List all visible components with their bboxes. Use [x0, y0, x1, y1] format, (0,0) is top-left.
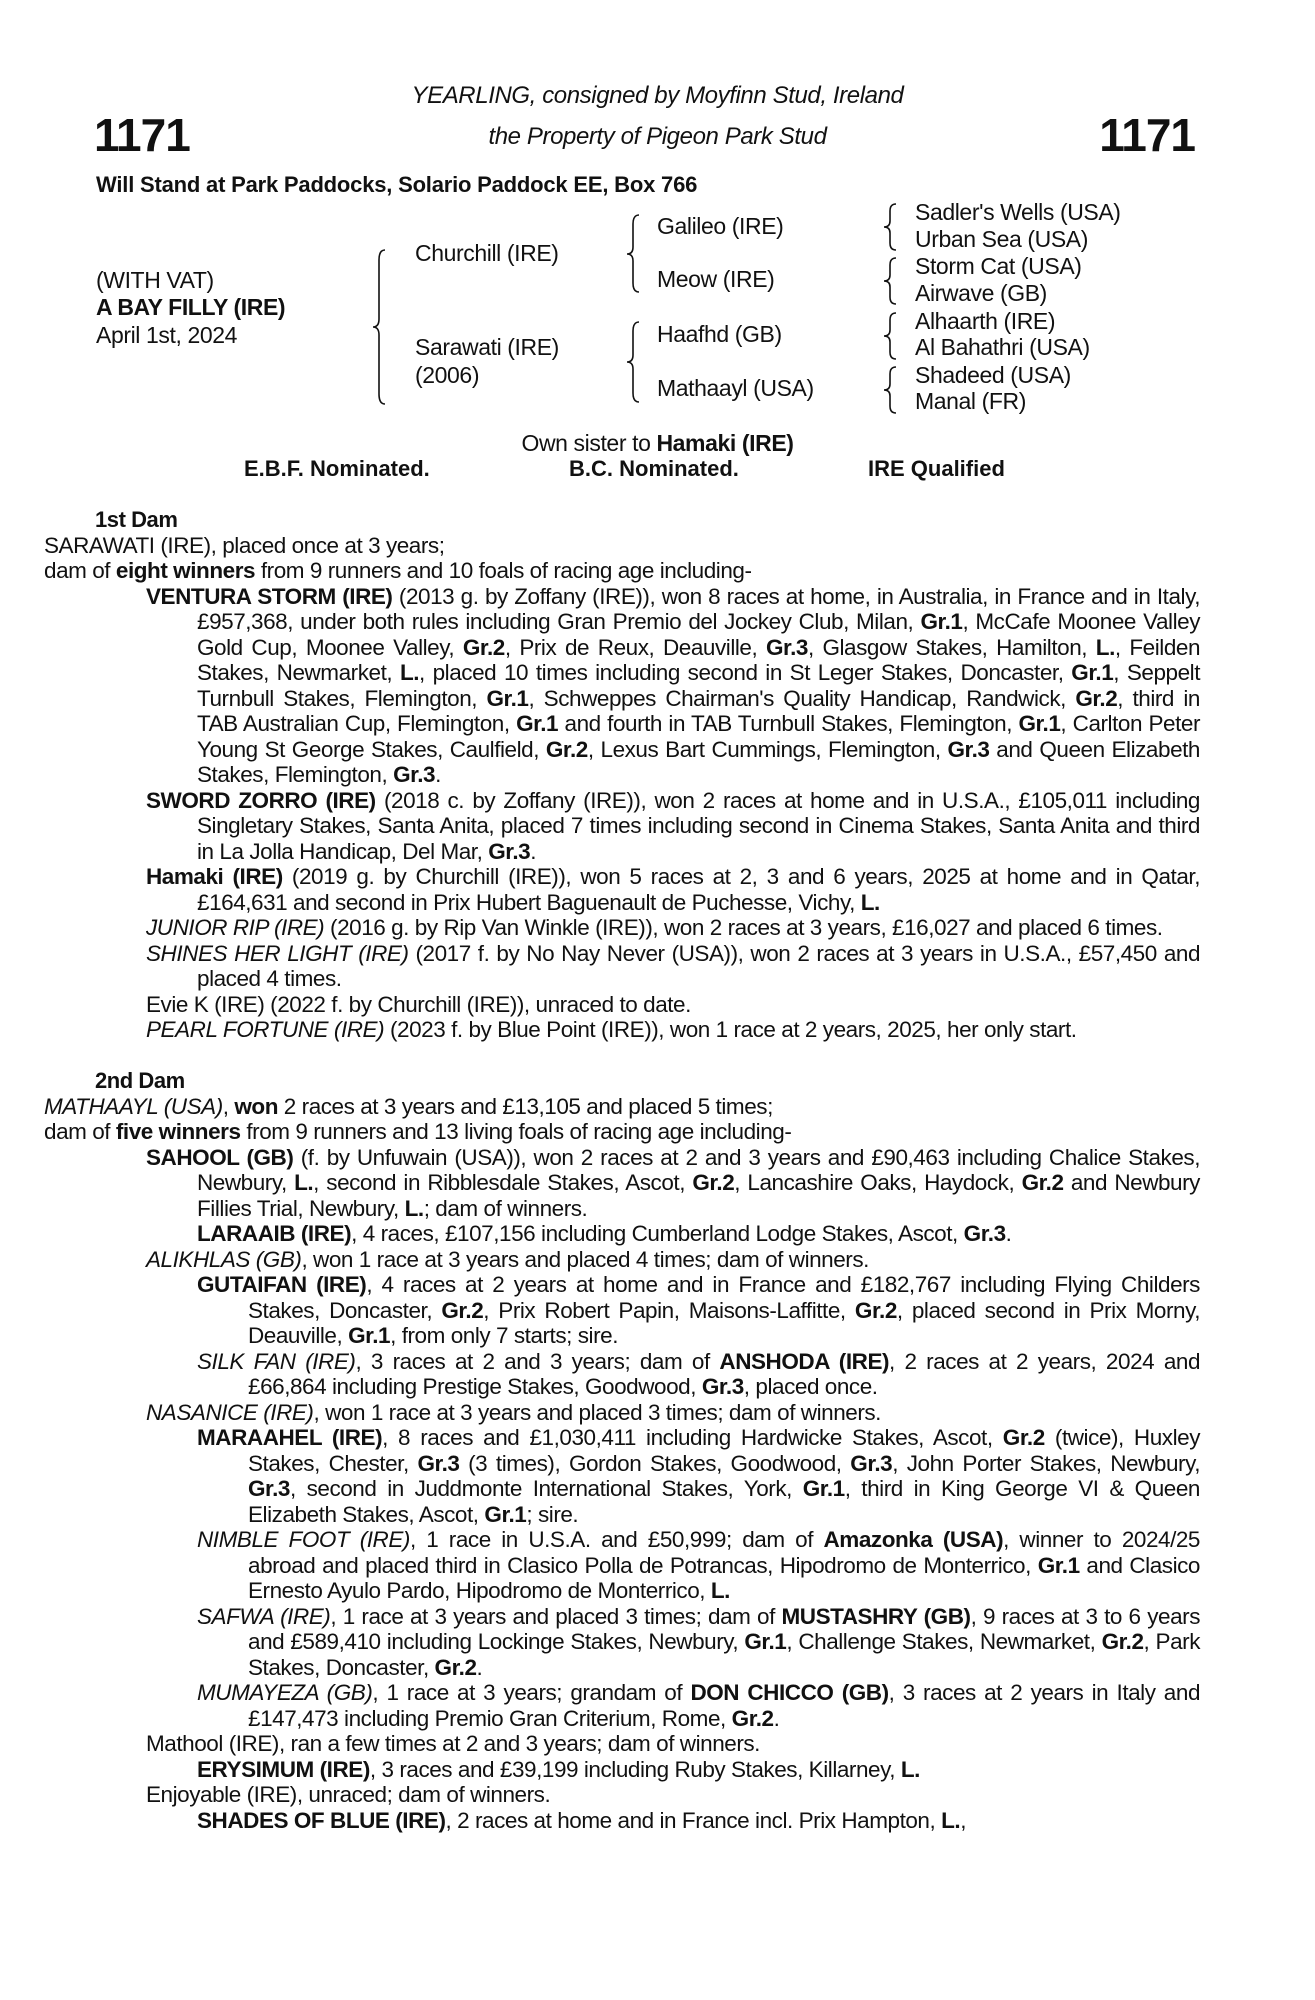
bold-text: Gr.2: [1075, 685, 1118, 711]
foaling-date: April 1st, 2024: [96, 322, 238, 348]
ire-qualified: IRE Qualified: [868, 456, 1005, 481]
italic-text: NIMBLE FOOT (IRE): [197, 1527, 410, 1552]
text-run: , third in TAB Australian Cup, Flemington,: [197, 685, 1200, 736]
text-run: , 8 races and £1,030,411 including Hardwicke Stakes, Ascot,: [382, 1425, 1003, 1450]
bold-text: Gr.3: [417, 1450, 460, 1476]
bold-text: SWORD ZORRO (IRE): [146, 787, 376, 813]
text-run: Mathool (IRE), ran a few times at 2 and 3 years; dam of winners.: [146, 1731, 760, 1756]
text-run: , John Porter Stakes, Newbury,: [892, 1450, 1200, 1476]
bold-text: Gr.2: [692, 1170, 735, 1195]
text-run: , 1 race at 3 years and placed 3 times; dam of: [330, 1603, 782, 1629]
text-run: .: [435, 762, 441, 787]
italic-text: SILK FAN (IRE): [197, 1348, 356, 1374]
produce-entry: [95, 584, 1200, 788]
dam: Sarawati (IRE): [415, 334, 559, 360]
text-run: (3 times), Gordon Stakes, Goodwood,: [459, 1450, 851, 1476]
text-run: Evie K (IRE) (2022 f. by Churchill (IRE)), unraced to date.: [146, 991, 691, 1017]
text-run: .: [773, 1705, 780, 1731]
text-run: , Carlton Peter Young St George Stakes, Caulfield,: [197, 711, 1200, 762]
vat-note: (WITH VAT): [96, 267, 214, 293]
bold-text: Gr.1: [1037, 1552, 1080, 1578]
text-run: ,: [960, 1807, 967, 1833]
text-run: , placed second in Prix Morny, Deauville,: [248, 1297, 1201, 1348]
text-run: .: [1005, 1221, 1012, 1246]
bold-text: Gr.3: [701, 1374, 744, 1399]
dam-heading: 1st Dam: [95, 507, 178, 532]
produce-entry: [95, 941, 1200, 992]
dam-year: (2006): [415, 362, 480, 388]
horse-name: A BAY FILLY (IRE): [96, 294, 286, 320]
text-run: , 3 races and £39,199 including Ruby Stakes, Killarney,: [369, 1756, 901, 1782]
text-run: , won 1 race at 3 years and placed 4 times; dam of winners.: [301, 1246, 869, 1272]
bold-text: Gr.2: [1021, 1170, 1064, 1195]
bold-text: Gr.2: [434, 1654, 477, 1680]
great-grandparent: Alhaarth (IRE): [915, 308, 1056, 334]
text-run: , 4 races, £107,156 including Cumberland Lodge Stakes, Ascot,: [351, 1221, 964, 1246]
produce-entry: [95, 1782, 1200, 1808]
produce-entry: [95, 788, 1200, 865]
text-run: , Schweppes Chairman's Quality Handicap, Randwick,: [528, 685, 1076, 711]
produce-entry: [95, 1680, 1200, 1731]
bold-text: Gr.3: [488, 838, 531, 864]
own-sister-prefix: Own sister to: [521, 430, 657, 456]
text-run: , 3 races at 2 and 3 years; dam of: [355, 1348, 720, 1374]
bold-text: Gr.3: [765, 634, 808, 660]
bold-text: eight winners: [115, 558, 256, 583]
text-run: .: [530, 838, 537, 864]
text-run: , second in Juddmonte International Stakes, York,: [289, 1476, 803, 1501]
produce-entry: [95, 1145, 1200, 1222]
great-grandparent: Sadler's Wells (USA): [915, 199, 1121, 225]
bold-text: SHADES OF BLUE (IRE): [197, 1807, 446, 1833]
sire-dam: Meow (IRE): [657, 266, 775, 292]
great-grandparent: Shadeed (USA): [915, 362, 1071, 388]
bold-text: Gr.2: [441, 1297, 484, 1323]
bold-text: Gr.3: [393, 762, 436, 787]
text-run: , winner to 2024/25 abroad and placed third in Clasico Polla de Potrancas, Hipodromo de Monterrico,: [248, 1527, 1200, 1578]
bold-text: Gr.1: [486, 685, 529, 711]
text-run: , Prix de Reux, Deauville,: [504, 634, 766, 660]
property-line: the Property of Pigeon Park Stud: [488, 123, 827, 150]
text-run: , from only 7 starts; sire.: [390, 1323, 619, 1348]
text-run: and Clasico Ernesto Ayulo Pardo, Hipodromo de Monterrico,: [248, 1552, 1201, 1603]
own-sister-note: [0, 430, 1315, 457]
bold-text: won: [234, 1093, 278, 1119]
text-run: .: [476, 1654, 483, 1680]
text-run: , 9 races at 3 to 6 years and £589,410 including Lockinge Stakes, Newbury,: [248, 1603, 1200, 1654]
text-run: , Challenge Stakes, Newmarket,: [786, 1629, 1102, 1654]
italic-text: MUMAYEZA (GB): [197, 1680, 373, 1705]
bold-text: MUSTASHRY (GB): [781, 1603, 971, 1629]
text-run: dam of: [44, 1119, 116, 1144]
bold-text: L.: [404, 1195, 424, 1221]
bold-text: L.: [710, 1578, 730, 1603]
bold-text: ANSHODA (IRE): [719, 1348, 890, 1374]
text-run: ,: [222, 1093, 235, 1119]
italic-text: SAFWA (IRE): [197, 1603, 331, 1629]
text-run: 2 races at 3 years and £13,105 and placed 5 times;: [277, 1093, 773, 1119]
text-run: (twice), Huxley Stakes, Chester,: [248, 1425, 1201, 1476]
text-run: , Park Stakes, Doncaster,: [248, 1629, 1200, 1680]
bold-text: Gr.1: [920, 609, 963, 634]
bold-text: Gr.3: [947, 736, 990, 762]
produce-entry: [95, 864, 1200, 915]
text-run: , Feilden Stakes, Newmarket,: [197, 634, 1201, 685]
italic-text: PEARL FORTUNE (IRE): [146, 1017, 385, 1042]
text-run: and Queen Elizabeth Stakes, Flemington,: [197, 736, 1200, 787]
produce-entry: [95, 915, 1200, 941]
bold-text: LARAAIB (IRE): [197, 1221, 352, 1246]
produce-entry: [95, 1017, 1200, 1043]
dam-section-2: [44, 1068, 1201, 1833]
bold-text: L.: [941, 1807, 961, 1833]
great-grandparent: Al Bahathri (USA): [915, 334, 1090, 360]
text-run: (2019 g. by Churchill (IRE)), won 5 races at 2, 3 and 6 years, 2025 at home and in Qatar, £164,631 and second in Prix Hubert Baguenault de Puchesse, Vichy,: [197, 864, 1201, 915]
bold-text: SAHOOL (GB): [146, 1144, 294, 1170]
text-run: , 2 races at home and in France incl. Prix Hampton,: [445, 1807, 942, 1833]
bold-text: Amazonka (USA): [823, 1527, 1004, 1552]
text-run: from 9 runners and 10 foals of racing age including-: [255, 558, 752, 583]
text-run: , 4 races at 2 years at home and in France and £182,767 including Flying Childers Stakes, Doncaster,: [248, 1272, 1200, 1323]
bold-text: Gr.1: [516, 711, 559, 736]
text-run: and fourth in TAB Turnbull Stakes, Flemington,: [558, 711, 1019, 736]
bold-text: VENTURA STORM (IRE): [146, 583, 393, 609]
produce-entry: [95, 1272, 1200, 1349]
text-run: and Newbury Fillies Trial, Newbury,: [197, 1170, 1200, 1221]
italic-text: ALIKHLAS (GB): [146, 1246, 302, 1272]
dam-dam: Mathaayl (USA): [657, 375, 814, 401]
bold-text: Gr.3: [248, 1476, 290, 1501]
bold-text: five winners: [115, 1119, 241, 1144]
text-run: (f. by Unfuwain (USA)), won 2 races at 2 and 3 years and £90,463 including Chalice Stakes, Newbury,: [197, 1144, 1200, 1195]
text-run: (2018 c. by Zoffany (IRE)), won 2 races at home and in U.S.A., £105,011 including Singletary Stakes, Santa Anita, placed 7 times including second in Cinema Stakes, Santa Anita and third in La Jolla Handicap, Del Mar,: [197, 787, 1200, 864]
bold-text: Gr.2: [731, 1705, 774, 1731]
text-run: , placed 10 times including second in St Leger Stakes, Doncaster,: [419, 660, 1072, 685]
great-grandparent: Urban Sea (USA): [915, 226, 1088, 252]
bold-text: DON CHICCO (GB): [690, 1680, 889, 1705]
bold-text: Hamaki (IRE): [146, 864, 283, 889]
produce-entry: [95, 1221, 1200, 1247]
produce-entry: [95, 1757, 1200, 1783]
produce-entry: [95, 1808, 1200, 1834]
great-grandparent: Airwave (GB): [915, 280, 1047, 306]
dam-heading: 2nd Dam: [95, 1068, 185, 1093]
bold-text: Gr.2: [545, 736, 588, 762]
great-grandparent: Manal (FR): [915, 388, 1027, 414]
sire-sire: Galileo (IRE): [657, 213, 784, 239]
produce-entry: [95, 1349, 1200, 1400]
text-run: (2016 g. by Rip Van Winkle (IRE)), won 2 races at 3 years, £16,027 and placed 6 times.: [324, 915, 1163, 940]
text-run: (2013 g. by Zoffany (IRE)), won 8 races at home, in Australia, in France and in Italy, £957,368, under both rules including Gran Premio del Jockey Club, Milan,: [197, 583, 1201, 634]
italic-text: SHINES HER LIGHT (IRE): [146, 940, 409, 966]
produce-entry: [95, 1527, 1200, 1604]
italic-text: MATHAAYL (USA): [44, 1093, 223, 1119]
bold-text: MARAAHEL (IRE): [197, 1425, 383, 1450]
pedigree-braces: [0, 0, 1315, 500]
text-run: , second in Ribblesdale Stakes, Ascot,: [313, 1170, 693, 1195]
bold-text: Gr.1: [802, 1476, 845, 1501]
produce-entry: [95, 1400, 1200, 1426]
text-run: , 1 race in U.S.A. and £50,999; dam of: [409, 1527, 824, 1552]
text-run: , Seppelt Turnbull Stakes, Flemington,: [197, 660, 1201, 711]
text-run: ; sire.: [526, 1501, 579, 1527]
produce-entry: [95, 992, 1200, 1018]
bold-text: L.: [399, 660, 420, 685]
text-run: from 9 runners and 13 living foals of racing age including-: [240, 1119, 792, 1144]
dam-sire: Haafhd (GB): [657, 321, 782, 347]
bold-text: L.: [860, 889, 880, 915]
bold-text: GUTAIFAN (IRE): [197, 1272, 367, 1297]
bold-text: Gr.2: [462, 634, 505, 660]
bold-text: Gr.1: [484, 1501, 527, 1527]
lot-number-left: 1171: [94, 109, 190, 161]
bold-text: Gr.2: [1002, 1425, 1045, 1450]
dam-record: [44, 1094, 1200, 1120]
italic-text: NASANICE (IRE): [146, 1399, 314, 1425]
own-sister-name: Hamaki (IRE): [656, 430, 794, 456]
produce-entry: [95, 1731, 1200, 1757]
bold-text: Gr.1: [1018, 711, 1061, 736]
text-run: ; dam of winners.: [423, 1195, 588, 1221]
text-run: , Lancashire Oaks, Haydock,: [734, 1170, 1022, 1195]
text-run: (2017 f. by No Nay Never (USA)), won 2 races at 3 years in U.S.A., £57,450 and placed 4 times.: [197, 940, 1201, 991]
lot-number-right: 1171: [1099, 109, 1195, 161]
bold-text: Gr.3: [850, 1450, 893, 1476]
text-run: , Lexus Bart Cummings, Flemington,: [587, 736, 948, 762]
dam-record: [44, 558, 1200, 584]
dam-record: [44, 533, 1200, 559]
produce-entry: [95, 1604, 1200, 1681]
bold-text: Gr.1: [744, 1629, 787, 1654]
text-run: , McCafe Moonee Valley Gold Cup, Moonee Valley,: [197, 609, 1200, 660]
text-run: (2023 f. by Blue Point (IRE)), won 1 race at 2 years, 2025, her only start.: [384, 1017, 1077, 1042]
bold-text: L.: [1095, 634, 1115, 660]
bold-text: Gr.1: [1071, 660, 1114, 685]
text-run: , 2 races at 2 years, 2024 and £66,864 including Prestige Stakes, Goodwood,: [248, 1348, 1201, 1399]
text-run: , 3 races at 2 years in Italy and £147,473 including Premio Gran Criterium, Rome,: [248, 1680, 1201, 1731]
dam-record: [44, 1119, 1200, 1145]
produce-entry: [95, 1425, 1200, 1527]
consignor-line: YEARLING, consigned by Moyfinn Stud, Ireland: [411, 82, 904, 109]
bold-text: Gr.2: [1101, 1629, 1144, 1654]
produce-entry: [95, 1247, 1200, 1273]
produce-record: [44, 507, 1201, 1833]
bold-text: L.: [900, 1756, 920, 1782]
text-run: SARAWATI (IRE), placed once at 3 years;: [44, 532, 445, 558]
bold-text: Gr.2: [854, 1297, 897, 1323]
bold-text: Gr.1: [348, 1323, 391, 1348]
text-run: Enjoyable (IRE), unraced; dam of winners.: [146, 1782, 551, 1807]
text-run: , placed once.: [743, 1374, 878, 1399]
bc-nominated: B.C. Nominated.: [569, 456, 739, 481]
great-grandparent: Storm Cat (USA): [915, 253, 1082, 279]
sire: Churchill (IRE): [415, 240, 559, 266]
text-run: , Glasgow Stakes, Hamilton,: [807, 634, 1096, 660]
dam-section-1: [44, 507, 1201, 1043]
italic-text: JUNIOR RIP (IRE): [146, 915, 325, 940]
text-run: , won 1 race at 3 years and placed 3 times; dam of winners.: [313, 1399, 881, 1425]
bold-text: Gr.3: [963, 1221, 1006, 1246]
text-run: , Prix Robert Papin, Maisons-Laffitte,: [483, 1297, 855, 1323]
text-run: , 1 race at 3 years; grandam of: [372, 1680, 691, 1705]
text-run: dam of: [44, 558, 116, 583]
ebf-nominated: E.B.F. Nominated.: [244, 456, 430, 481]
text-run: , third in King George VI & Queen Elizabeth Stakes, Ascot,: [248, 1476, 1200, 1527]
stand-location: Will Stand at Park Paddocks, Solario Paddock EE, Box 766: [96, 172, 698, 197]
bold-text: L.: [294, 1170, 314, 1195]
bold-text: ERYSIMUM (IRE): [197, 1756, 370, 1782]
